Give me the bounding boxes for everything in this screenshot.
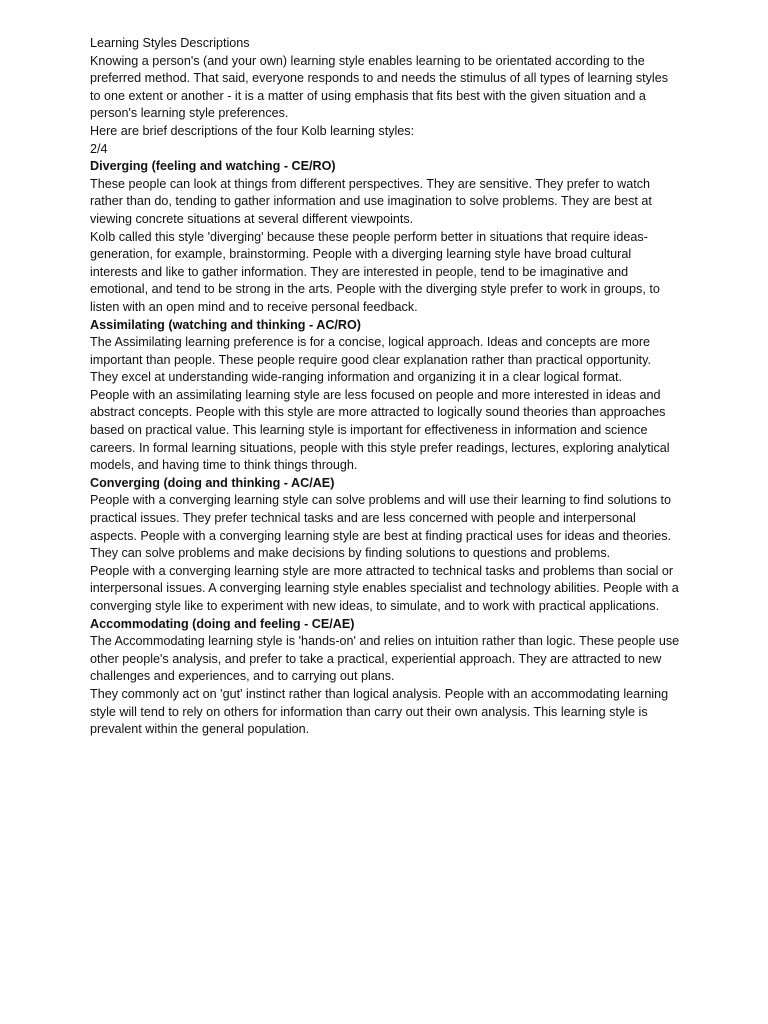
document-title: Learning Styles Descriptions [90,36,250,50]
section-paragraph: The Assimilating learning preference is for a concise, logical approach. Ideas and concepts are more important than people. These people require good clear explanation rather than practical opportunity. They excel at understanding wide-ranging information and organizing it in a clear logical format. [90,335,652,385]
section-paragraph: People with an assimilating learning style are less focused on people and more interested in ideas and abstract concepts. People with this style are more attracted to logically sound theories than approaches based on practical value. This learning style is important for effectiveness in information and science careers. In formal learning situations, people with this style prefer readings, lectures, exploring analytical models, and having time to think things through. [90,387,670,473]
section-paragraph: The Accommodating learning style is 'hands-on' and relies on intuition rather than logic. These people use other people's analysis, and prefer to take a practical, experiential approach. They are attracted to new challenges and experiences, and to carrying out plans. [90,634,680,684]
section-paragraph: People with a converging learning style can solve problems and will use their learning to find solutions to practical issues. They prefer technical tasks and are less concerned with people and interpersonal aspects. People with a converging learning style are best at finding practical uses for ideas and theories. They can solve problems and make decisions by finding solutions to questions and problems. [90,493,672,561]
section-heading-assimilating: Assimilating (watching and thinking - AC/RO) [90,317,361,332]
section-heading-converging: Converging (doing and thinking - AC/AE) [90,475,335,490]
section-heading-accommodating: Accommodating (doing and feeling - CE/AE) [90,616,355,631]
document-page [90,35,680,739]
section-paragraph: They commonly act on 'gut' instinct rather than logical analysis. People with an accommodating learning style will tend to rely on others for information than carry out their own analysis. This learning style is prevalent within the general population. [90,686,669,737]
section-paragraph: These people can look at things from different perspectives. They are sensitive. They prefer to watch rather than do, tending to gather information and use imagination to solve problems. They are best at viewing concrete situations at several different viewpoints. [90,176,652,226]
section-paragraph: Kolb called this style 'diverging' because these people perform better in situations that require ideas-generation, for example, brainstorming. People with a diverging learning style have broad cultural interests and like to gather information. They are interested in people, tend to be imaginative and emotional, and tend to be strong in the arts. People with the diverging style prefer to work in groups, to listen with an open mind and to receive personal feedback. [90,229,660,314]
lead-in-paragraph: Here are brief descriptions of the four Kolb learning styles: [90,123,415,138]
page-number: 2/4 [90,141,108,156]
section-paragraph: People with a converging learning style are more attracted to technical tasks and problems than social or interpersonal issues. A converging learning style enables specialist and technology abilities. People with a converging style like to experiment with new ideas, to simulate, and to work with practical applications. [90,563,679,613]
section-heading-diverging: Diverging (feeling and watching - CE/RO) [90,159,336,174]
intro-paragraph: Knowing a person's (and your own) learning style enables learning to be orientated according to the preferred method. That said, everyone responds to and needs the stimulus of all types of learning styles to one extent or another - it is a matter of using emphasis that fits best with the given situation and a person's learning style preferences. [90,53,669,121]
